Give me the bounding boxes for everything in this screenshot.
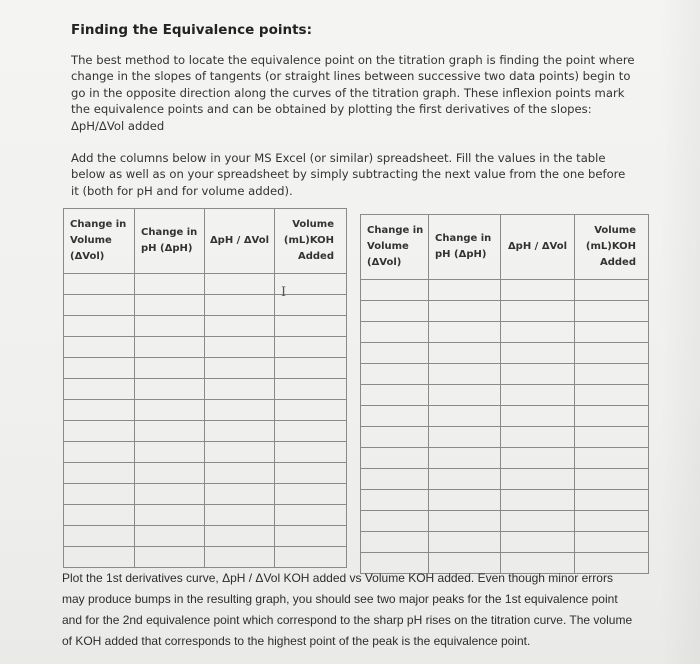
table-cell[interactable] <box>275 379 347 400</box>
table-cell[interactable] <box>501 448 575 469</box>
table-cell[interactable] <box>275 337 347 358</box>
table-row <box>64 316 347 337</box>
table-cell[interactable] <box>135 358 205 379</box>
plot-paragraph <box>62 568 633 652</box>
table-cell[interactable] <box>205 526 275 547</box>
table-cell[interactable] <box>64 526 135 547</box>
table-row <box>361 406 649 427</box>
table-cell[interactable] <box>64 484 135 505</box>
table-cell[interactable] <box>135 505 205 526</box>
table-cell[interactable] <box>501 385 575 406</box>
table-cell[interactable] <box>205 484 275 505</box>
table-cell[interactable] <box>361 385 429 406</box>
table-cell[interactable] <box>205 379 275 400</box>
table-cell[interactable] <box>575 532 649 553</box>
table-cell[interactable] <box>135 442 205 463</box>
table-cell[interactable] <box>429 532 501 553</box>
table-cell[interactable] <box>135 421 205 442</box>
header-volume-koh: Volume (mL)KOH Added <box>575 215 649 280</box>
table-cell[interactable] <box>64 379 135 400</box>
table-cell[interactable] <box>575 511 649 532</box>
intro-paragraph <box>71 52 635 134</box>
table-row <box>64 295 347 316</box>
table-row <box>64 274 347 295</box>
table-cell[interactable] <box>135 526 205 547</box>
table-row <box>361 301 649 322</box>
table-cell[interactable] <box>64 274 135 295</box>
table-cell[interactable] <box>135 274 205 295</box>
table-cell[interactable] <box>361 364 429 385</box>
table-cell[interactable] <box>575 427 649 448</box>
table-cell[interactable] <box>429 385 501 406</box>
table-cell[interactable] <box>575 448 649 469</box>
header-change-volume: Change in Volume (ΔVol) <box>361 215 429 280</box>
table-cell[interactable] <box>575 322 649 343</box>
table-cell[interactable] <box>275 358 347 379</box>
table-cell[interactable] <box>205 295 275 316</box>
table-cell[interactable] <box>361 511 429 532</box>
table-cell[interactable] <box>501 490 575 511</box>
table-row <box>64 400 347 421</box>
table-row <box>361 280 649 301</box>
table-cell[interactable] <box>429 448 501 469</box>
table-cell[interactable] <box>64 547 135 568</box>
table-cell[interactable] <box>575 343 649 364</box>
table-cell[interactable] <box>501 322 575 343</box>
table-cell[interactable] <box>135 400 205 421</box>
table-row <box>64 484 347 505</box>
table-cell[interactable] <box>575 280 649 301</box>
table-row <box>361 427 649 448</box>
header-change-volume: Change in Volume (ΔVol) <box>64 209 135 274</box>
table-cell[interactable] <box>429 343 501 364</box>
table-cell[interactable] <box>135 295 205 316</box>
table-cell[interactable] <box>205 337 275 358</box>
table-cell[interactable] <box>135 379 205 400</box>
table-cell[interactable] <box>64 421 135 442</box>
page-shadow <box>660 0 700 664</box>
instruction-line: below as well as on your spreadsheet by simply subtracting the next value from the one before <box>71 167 626 182</box>
table-cell[interactable] <box>501 406 575 427</box>
header-ratio: ΔpH / ΔVol <box>501 215 575 280</box>
table-cell[interactable] <box>135 484 205 505</box>
table-cell[interactable] <box>361 490 429 511</box>
table-row <box>64 442 347 463</box>
table-row <box>64 421 347 442</box>
table-cell[interactable] <box>429 511 501 532</box>
table-row <box>361 322 649 343</box>
table-cell[interactable] <box>205 442 275 463</box>
table-cell[interactable] <box>575 385 649 406</box>
plot-line: Plot the 1st derivatives curve, ΔpH / ΔVol KOH added vs Volume KOH added. Even though minor errors <box>62 571 613 585</box>
table-cell[interactable] <box>275 421 347 442</box>
table-cell[interactable] <box>205 358 275 379</box>
table-cell[interactable] <box>501 532 575 553</box>
table-cell[interactable] <box>501 427 575 448</box>
table-cell[interactable] <box>64 400 135 421</box>
table-cell[interactable] <box>501 280 575 301</box>
table-row <box>361 511 649 532</box>
table-cell[interactable] <box>135 463 205 484</box>
intro-line: change in the slopes of tangents (or straight lines between successive two data points) begin to <box>71 69 631 84</box>
table-cell[interactable] <box>275 463 347 484</box>
table-cell[interactable] <box>64 463 135 484</box>
table-cell[interactable] <box>501 364 575 385</box>
table-cell[interactable] <box>361 427 429 448</box>
table-row <box>64 547 347 568</box>
table-cell[interactable] <box>575 469 649 490</box>
table-row <box>64 379 347 400</box>
table-cell[interactable] <box>501 343 575 364</box>
instruction-paragraph <box>71 150 626 199</box>
table-row <box>361 469 649 490</box>
table-cell[interactable] <box>205 400 275 421</box>
table-row <box>361 343 649 364</box>
table-cell[interactable] <box>205 316 275 337</box>
table-cell[interactable] <box>429 322 501 343</box>
section-heading: Finding the Equivalence points: <box>71 22 312 38</box>
table-cell[interactable] <box>64 337 135 358</box>
intro-line: go in the opposite direction along the curves of the titration graph. These inflexion points mark <box>71 85 625 100</box>
table-cell[interactable] <box>135 547 205 568</box>
table-cell[interactable] <box>135 316 205 337</box>
table-cell[interactable] <box>275 484 347 505</box>
text-cursor-icon: I <box>281 285 287 300</box>
table-cell[interactable] <box>135 337 205 358</box>
table-cell[interactable] <box>575 364 649 385</box>
intro-line: ΔpH/ΔVol added <box>71 118 165 133</box>
table-cell[interactable] <box>501 511 575 532</box>
plot-line: and for the 2nd equivalence point which correspond to the sharp pH rises on the titration curve. The volume <box>62 613 633 627</box>
instruction-line: it (both for pH and for volume added). <box>71 183 293 198</box>
table-cell[interactable] <box>64 316 135 337</box>
table-row <box>64 505 347 526</box>
table-cell[interactable] <box>429 364 501 385</box>
table-cell[interactable] <box>575 301 649 322</box>
plot-line: may produce bumps in the resulting graph, you should see two major peaks for the 1st equivalence point <box>62 592 618 606</box>
table-cell[interactable] <box>501 469 575 490</box>
intro-line: the equivalence points and can be obtained by plotting the first derivatives of the slopes: <box>71 102 592 117</box>
table-cell[interactable] <box>205 421 275 442</box>
table-cell[interactable] <box>361 469 429 490</box>
table-row <box>361 385 649 406</box>
table-cell[interactable] <box>275 442 347 463</box>
table-row <box>361 364 649 385</box>
table-row <box>64 358 347 379</box>
derivative-table-right <box>360 214 649 574</box>
header-change-ph: Change in pH (ΔpH) <box>429 215 501 280</box>
table-cell[interactable] <box>205 547 275 568</box>
table-cell[interactable] <box>275 547 347 568</box>
table-cell[interactable] <box>429 490 501 511</box>
table-row <box>64 337 347 358</box>
table-cell[interactable] <box>64 358 135 379</box>
header-volume-koh: Volume (mL)KOH Added <box>275 209 347 274</box>
instruction-line: Add the columns below in your MS Excel (or similar) spreadsheet. Fill the values in the table <box>71 151 606 165</box>
table-cell[interactable] <box>575 490 649 511</box>
table-cell[interactable] <box>64 295 135 316</box>
plot-line: of KOH added that corresponds to the highest point of the peak is the equivalence point. <box>62 634 531 648</box>
table-row <box>361 490 649 511</box>
table-cell[interactable] <box>361 322 429 343</box>
table-cell[interactable] <box>429 280 501 301</box>
table-cell[interactable] <box>275 316 347 337</box>
derivative-table-left <box>63 208 347 568</box>
header-change-ph: Change in pH (ΔpH) <box>135 209 205 274</box>
table-cell[interactable] <box>429 427 501 448</box>
table-cell[interactable] <box>361 301 429 322</box>
table-cell[interactable] <box>361 448 429 469</box>
header-ratio: ΔpH / ΔVol <box>205 209 275 274</box>
table-row <box>361 448 649 469</box>
table-row <box>361 532 649 553</box>
table-cell[interactable] <box>429 469 501 490</box>
table-cell[interactable] <box>429 406 501 427</box>
table-cell[interactable] <box>501 301 575 322</box>
table-cell[interactable] <box>64 442 135 463</box>
intro-line: The best method to locate the equivalence point on the titration graph is finding the point where <box>71 53 635 67</box>
table-cell[interactable] <box>64 505 135 526</box>
table-cell[interactable] <box>275 400 347 421</box>
table-cell[interactable] <box>275 505 347 526</box>
table-cell[interactable] <box>205 505 275 526</box>
table-cell[interactable] <box>361 280 429 301</box>
table-cell[interactable] <box>429 301 501 322</box>
table-cell[interactable] <box>205 274 275 295</box>
table-cell[interactable] <box>275 526 347 547</box>
table-cell[interactable] <box>575 406 649 427</box>
table-row <box>64 526 347 547</box>
table-cell[interactable] <box>205 463 275 484</box>
table-cell[interactable] <box>361 406 429 427</box>
table-cell[interactable] <box>361 343 429 364</box>
table-row <box>64 463 347 484</box>
table-cell[interactable] <box>361 532 429 553</box>
